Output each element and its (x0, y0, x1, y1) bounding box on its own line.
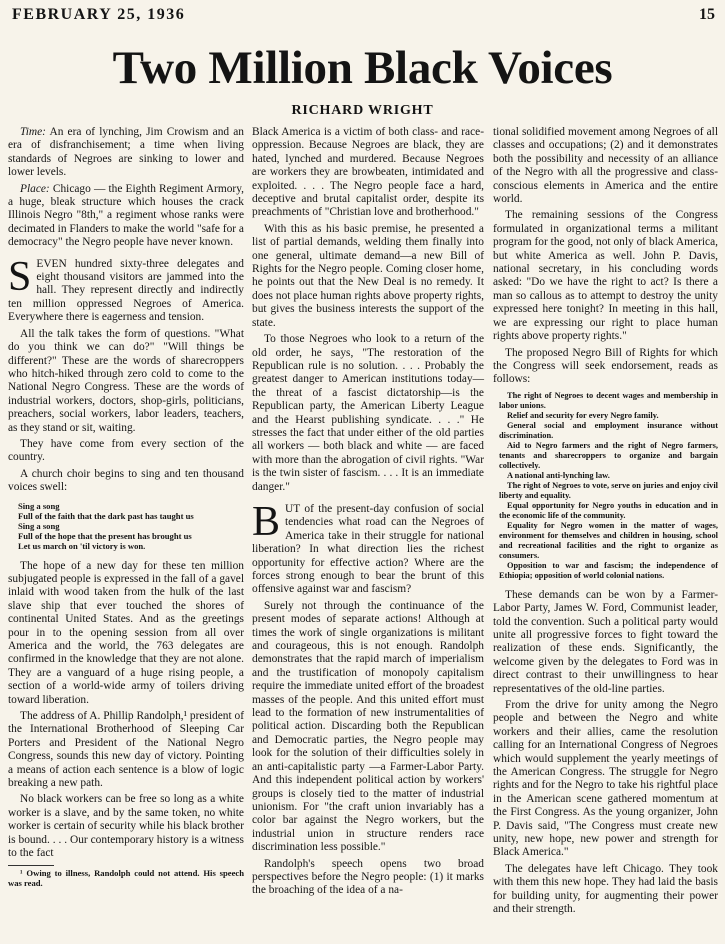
paragraph-choir: A church choir begins to sing and ten thousand voices swell: (8, 467, 244, 494)
list-item: Relief and security for every Negro family. (507, 410, 659, 420)
page-number: 15 (699, 6, 715, 23)
drop-cap-b: B (252, 498, 281, 545)
paragraph-victim: Black America is a victim of both class- and race-oppression. Because Negroes are black, they are hated, lynched and murdered. Because Negroes are workers they are browbeaten, intimidated and exploited. . . . The Negro people face a hard, deceptive and brutal capitalist order, despite its preachments of "Christian love and brotherhood." (252, 126, 484, 219)
list-item: General social and employment insurance without discrimination. (499, 420, 718, 440)
footnote: ¹ Owing to illness, Randolph could not attend. His speech was read. (8, 867, 244, 888)
article-title: Two Million Black Voices (112, 42, 613, 94)
song-verse (18, 501, 244, 552)
list-item: The right of Negroes to decent wages and membership in labor unions. (499, 390, 718, 410)
list-item: Aid to Negro farmers and the right of Negro farmers, tenants and sharecroppers to organize and bargain collectively. (499, 440, 718, 470)
song-line: Let us march on 'til victory is won. (18, 541, 146, 552)
issue-date: FEBRUARY 25, 1936 (12, 6, 186, 23)
paragraph-proposed: The proposed Negro Bill of Rights for which the Congress will seek endorsement, reads as follows: (493, 346, 718, 386)
list-item: Opposition to war and fascism; the independence of Ethiopia; opposition of world colonial nations. (499, 560, 718, 580)
paragraph-demands: These demands can be won by a Farmer-Labor Party, James W. Ford, Communist leader, told the convention. Such a political party would unite all progressive forces to fight toward the realization of these ends. Significantly, the welcome given by the delegates to Ford was in direct contrast to their unwillingness to hear representatives of the old-line parties. (493, 588, 718, 695)
paragraph-address: The address of A. Phillip Randolph,¹ president of the International Brotherhood of Sleeping Car Porters and President of the National Negro Congress, sounds this new day of victory. Pointing a means of action each sentence is a blow of logic breaking a new path. (8, 710, 244, 790)
paragraph-talk: All the talk takes the form of questions. "What do you think we can do?" "Will things be different?" These are the words of sharecroppers who hitch-hiked through zero cold to come to the National Negro Congress. These are the words of industrial workers, doctors, shop-girls, politicians, preachers, social workers, labor leaders, teachers, as they stand or sit, waiting. (8, 327, 244, 434)
list-item: Equal opportunity for Negro youths in education and in the economic life of the community. (499, 500, 718, 520)
paragraph-tional: tional solidified movement among Negroes of all classes and occupations; (2) and it demonstrates both the possibility and necessity of an alliance of the Negro with all the progressive and class-conscious elements in America and the entire world. (493, 126, 718, 206)
drop-cap-s: S (8, 253, 32, 300)
paragraph-remaining: The remaining sessions of the Congress formulated in organizational terms a militant program for the good, not only of black America, but white America as well. John P. Davis, national secretary, in his concluding words asked: "Do we have the right to act? Is there a man so callous as to attempt to destroy the unity expressed here tonight? In meeting in this hall, we are expressing our right to place human rights above property rights." (493, 209, 718, 343)
paragraph-left: The delegates have left Chicago. They took with them this new hope. They had laid the basis for building unity, for augmenting their power and their strength. (493, 862, 718, 916)
song-line: Full of the hope that the present has brought us (18, 531, 192, 542)
paragraph-seven: SEVEN hundred sixty-three delegates and eight thousand visitors are jammed into the hall. They represent directly and indirectly ten million oppressed Negroes of America. Everywhere there is eagerness and tension. (8, 253, 244, 324)
paragraph-time: Time: An era of lynching, Jim Crowism and an era of disfranchisement; a time when living standards of Negroes are sinking to lower and lower levels. (8, 126, 244, 179)
paragraph-surely: Surely not through the continuance of the present modes of separate actions! Although at times the work of single organizations is militant and courageous, this is not enough. Randolph demonstrates that the rapid march of imperialism and the trustification of monopoly capitalism require the immediate united effort of the broadest masses of the people. And this united effort must lead to the formation of new instrumentalities of political action. Discarding both the Republican and Democratic parties, the Negro people may look for the solution of their difficulties solely in an anti-capitalistic party —a Farmer-Labor Party. And this independent political action by workers' groups is closely tied to the matter of industrial unionism. For "the craft union invariably has a color bar against the Negro workers, but the industrial union in structure renders race discrimination less possible." (252, 599, 484, 854)
paragraph-place: Place: Chicago — the Eighth Regiment Armory, a huge, bleak structure which houses the crack Illinois Negro "8th," a regiment whose ranks were decimated in Flanders to make the world "safe for a democracy" the Negro people have never known. (8, 182, 244, 249)
song-line: Sing a song (18, 520, 60, 531)
list-item: Equality for Negro women in the matter of wages, environment for themselves and children in housing, school and recreational facilities and the right to organize as consumers. (499, 520, 718, 560)
song-line: Sing a song (18, 500, 60, 511)
paragraph-no-black: No black workers can be free so long as a white worker is a slave, and by the same token, no white worker is certain of security while his black brother is bound. . . . Our contemporary history is a witness to the fact (8, 793, 244, 860)
list-item: The right of Negroes to vote, serve on juries and enjoy civil liberty and equality. (499, 480, 718, 500)
column-1 (8, 126, 244, 891)
paragraph-speech: Randolph's speech opens two broad perspectives before the Negro people: (1) it marks the broaching of the idea of a na- (252, 857, 484, 897)
paragraph-come: They have come from every section of the country. (8, 437, 244, 464)
column-3 (493, 126, 718, 919)
song-line: Full of the faith that the dark past has taught us (18, 510, 194, 521)
article-author: RICHARD WRIGHT (291, 103, 434, 118)
footnote-rule (8, 865, 54, 866)
paragraph-drive: From the drive for unity among the Negro people and between the Negro and white workers and their allies, came the resolution calling for an International Congress of Negroes which would supplement the yearly meetings of the American Congress. The struggle for Negro rights and for the Negro to take his rightful place in the American scene gathered momentum at the First Congress. As the young organizer, John P. Davis said, "The Congress must create new unity, new hope, new power and strength for Black America." (493, 698, 718, 859)
paragraph-return: To those Negroes who look to a return of the old order, he says, "The restoration of the Republican rule is no solution. . . . Probably the greatest danger to American institutions today—the threat of a fascist dictatorship—is the Republican party, the American Liberty League and the Hearst publishing syndicate. . . ." He stresses the fact that under either of the old parties all workers — both black and white — are faced with more than the abrogation of civil rights. "War is the twin sister of fascism. . . . It is an immediate danger." (252, 333, 484, 493)
paragraph-but: BUT of the present-day confusion of social tendencies what road can the Negroes of America take in their struggle for national liberation? In what direction lies the richest opportunity for effective action? Where are the forces strong enough to bear the brunt of this offensive against war and fascism? (252, 498, 484, 596)
list-item: A national anti-lynching law. (507, 470, 610, 480)
paragraph-hope: The hope of a new day for these ten million subjugated people is expressed in the fall of a gavel inlaid with wood taken from the hulk of the last slave ship that ever touched the shores of continental United States. And as the greetings pour in to the opening session from all over America and the world, the 763 delegates are confirmed in the knowledge that they are not alone. They are a vanguard of a huge rising people, a section of a world-wide army of toilers driving toward liberation. (8, 559, 244, 706)
bill-of-rights-list (499, 391, 718, 581)
column-2 (252, 126, 484, 901)
paragraph-premise: With this as his basic premise, he presented a list of partial demands, welding them finally into one general, ultimate demand—a new Bill of Rights for the Negro people. Coming closer home, he points out that the New Deal is no remedy. It does not place human rights above property rights, but gives the business interests the support of the state. (252, 222, 484, 329)
